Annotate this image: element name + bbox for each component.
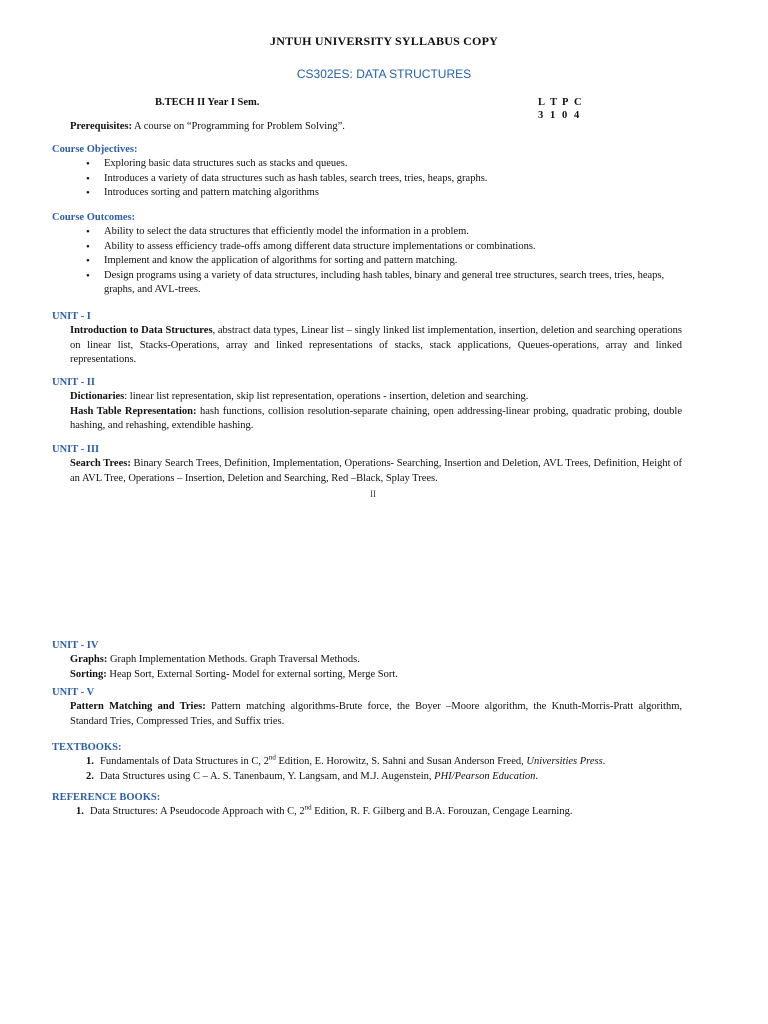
course-title: CS302ES: DATA STRUCTURES (296, 67, 472, 81)
list-item (76, 803, 682, 819)
unit-heading: UNIT - II (52, 377, 95, 388)
ltpc-value: 3 (538, 110, 544, 122)
topic-title: Sorting: (70, 668, 107, 680)
topic-title: Search Trees: (70, 458, 131, 470)
unit-body (70, 390, 682, 404)
reference-books (52, 791, 682, 820)
ltpc-label: L (538, 97, 546, 108)
list-item: • Ability to assess efficiency trade-offs among different data structure implementations or combinations. (104, 240, 682, 254)
unit-1 (52, 310, 682, 368)
book-title: Data Structures using C – A. S. Tanenbaum, Y. Langsam, and M.J. Augenstein, (100, 770, 435, 782)
references-list (52, 805, 682, 819)
book-authors: Edition, E. Horowitz, S. Sahni and Susan Anderson Freed, (275, 756, 527, 768)
course-outcomes (52, 211, 682, 298)
unit-5 (52, 686, 682, 729)
section-heading: Course Objectives: (52, 144, 138, 155)
unit-heading: UNIT - III (52, 444, 100, 455)
unit-3 (52, 443, 682, 486)
topic-title: Pattern Matching and Tries: (70, 701, 206, 713)
item-number: 2. (86, 770, 94, 782)
topic-text: : linear list representation, skip list representation, operations - insertion, deletion and searching. (124, 391, 529, 403)
topic-text: hash functions, collision resolution-separate chaining, open addressing-linear probing, quadratic probing, double hashing, and rehashing, extendible hashing. (70, 405, 682, 432)
book-authors: Edition, R. F. Gilberg and B.A. Forouzan, Cengage Learning. (311, 806, 573, 818)
item-number: 1. (86, 756, 94, 768)
list-item: • Introduces a variety of data structures such as hash tables, search trees, tries, heaps, graphs. (104, 172, 682, 186)
ltpc-label: P (562, 97, 569, 108)
book-title: Data Structures: A Pseudocode Approach with C, 2 (90, 806, 305, 818)
ltpc-credits (538, 96, 586, 122)
page-break-mark: II (370, 489, 376, 499)
list-item (86, 753, 682, 769)
unit-body (70, 324, 682, 367)
semester-label: B.TECH II Year I Sem. (155, 97, 260, 108)
unit-heading: UNIT - V (52, 687, 95, 698)
section-heading: TEXTBOOKS: (52, 742, 122, 753)
topic-title: Hash Table Representation: (70, 405, 197, 417)
item-number: 1. (76, 806, 84, 818)
unit-body (70, 457, 682, 486)
topic-text: Graph Implementation Methods. Graph Traversal Methods. (107, 654, 360, 666)
ltpc-value: 1 (550, 110, 556, 122)
ltpc-label: T (550, 97, 558, 108)
ltpc-value: 0 (562, 110, 568, 122)
prerequisites-text: A course on “Programming for Problem Solving”. (132, 121, 345, 132)
topic-text: Heap Sort, External Sorting- Model for external sorting, Merge Sort. (106, 668, 398, 680)
textbooks (52, 741, 682, 784)
unit-body (70, 700, 682, 729)
topic-text: Pattern matching algorithms-Brute force, the Boyer –Moore algorithm, the Knuth-Morris-Pratt algorithm, Standard Tries, Compressed Tries, and Suffix tries. (70, 701, 682, 727)
topic-title: Introduction to Data Structures (70, 325, 213, 337)
unit-4 (52, 639, 682, 682)
item-end: . (602, 756, 606, 768)
unit-body (70, 668, 682, 682)
unit-heading: UNIT - I (52, 311, 91, 322)
topic-title: Graphs: (70, 654, 108, 666)
outcomes-list (52, 225, 682, 297)
list-item: • Ability to select the data structures that efficiently model the information in a problem. (104, 225, 682, 239)
unit-2 (52, 376, 682, 434)
ltpc-value: 4 (574, 110, 580, 122)
topic-text: Binary Search Trees, Definition, Implementation, Operations- Searching, Insertion and Deletion, AVL Trees, Definition, Height of an AVL Tree, Operations – Insertion, Deletion and Searching, Red –Black, Splay Trees. (70, 458, 682, 484)
section-heading: Course Outcomes: (52, 212, 136, 223)
topic-text: , abstract data types, Linear list – singly linked list implementation, insertion, deletion and searching operations on linear list, Stacks-Operations, array and linked representations of stacks, stack applications, Queues-operations, array and linked representations. (70, 325, 682, 366)
section-heading: REFERENCE BOOKS: (52, 792, 161, 803)
list-item: • Introduces sorting and pattern matching algorithms (104, 186, 682, 200)
list-item: • Implement and know the application of algorithms for sorting and pattern matching. (104, 254, 682, 268)
superscript: nd (268, 753, 276, 762)
superscript: nd (304, 803, 312, 812)
prerequisites-label: Prerequisites: (70, 121, 133, 132)
book-publisher: PHI/Pearson Education (434, 770, 536, 782)
course-objectives (52, 143, 682, 201)
prerequisites (70, 120, 345, 134)
topic-title: Dictionaries (70, 391, 125, 403)
document-title: JNTUH UNIVERSITY SYLLABUS COPY (270, 34, 498, 48)
ltpc-values-row (538, 109, 586, 122)
list-item (86, 770, 682, 784)
textbooks-list (52, 755, 682, 784)
ltpc-label: C (574, 97, 582, 108)
unit-body (70, 653, 682, 667)
objectives-list (52, 157, 682, 200)
ltpc-labels-row (538, 96, 586, 109)
list-item: • Design programs using a variety of data structures, including hash tables, binary and general tree structures, search trees, tries, heaps, graphs, and AVL-trees. (104, 269, 682, 298)
unit-body (70, 405, 682, 434)
list-item: • Exploring basic data structures such as stacks and queues. (104, 157, 682, 171)
book-title: Fundamentals of Data Structures in C, 2 (100, 756, 269, 768)
unit-heading: UNIT - IV (52, 640, 99, 651)
item-end: . (535, 770, 538, 782)
book-publisher: Universities Press (526, 756, 603, 768)
